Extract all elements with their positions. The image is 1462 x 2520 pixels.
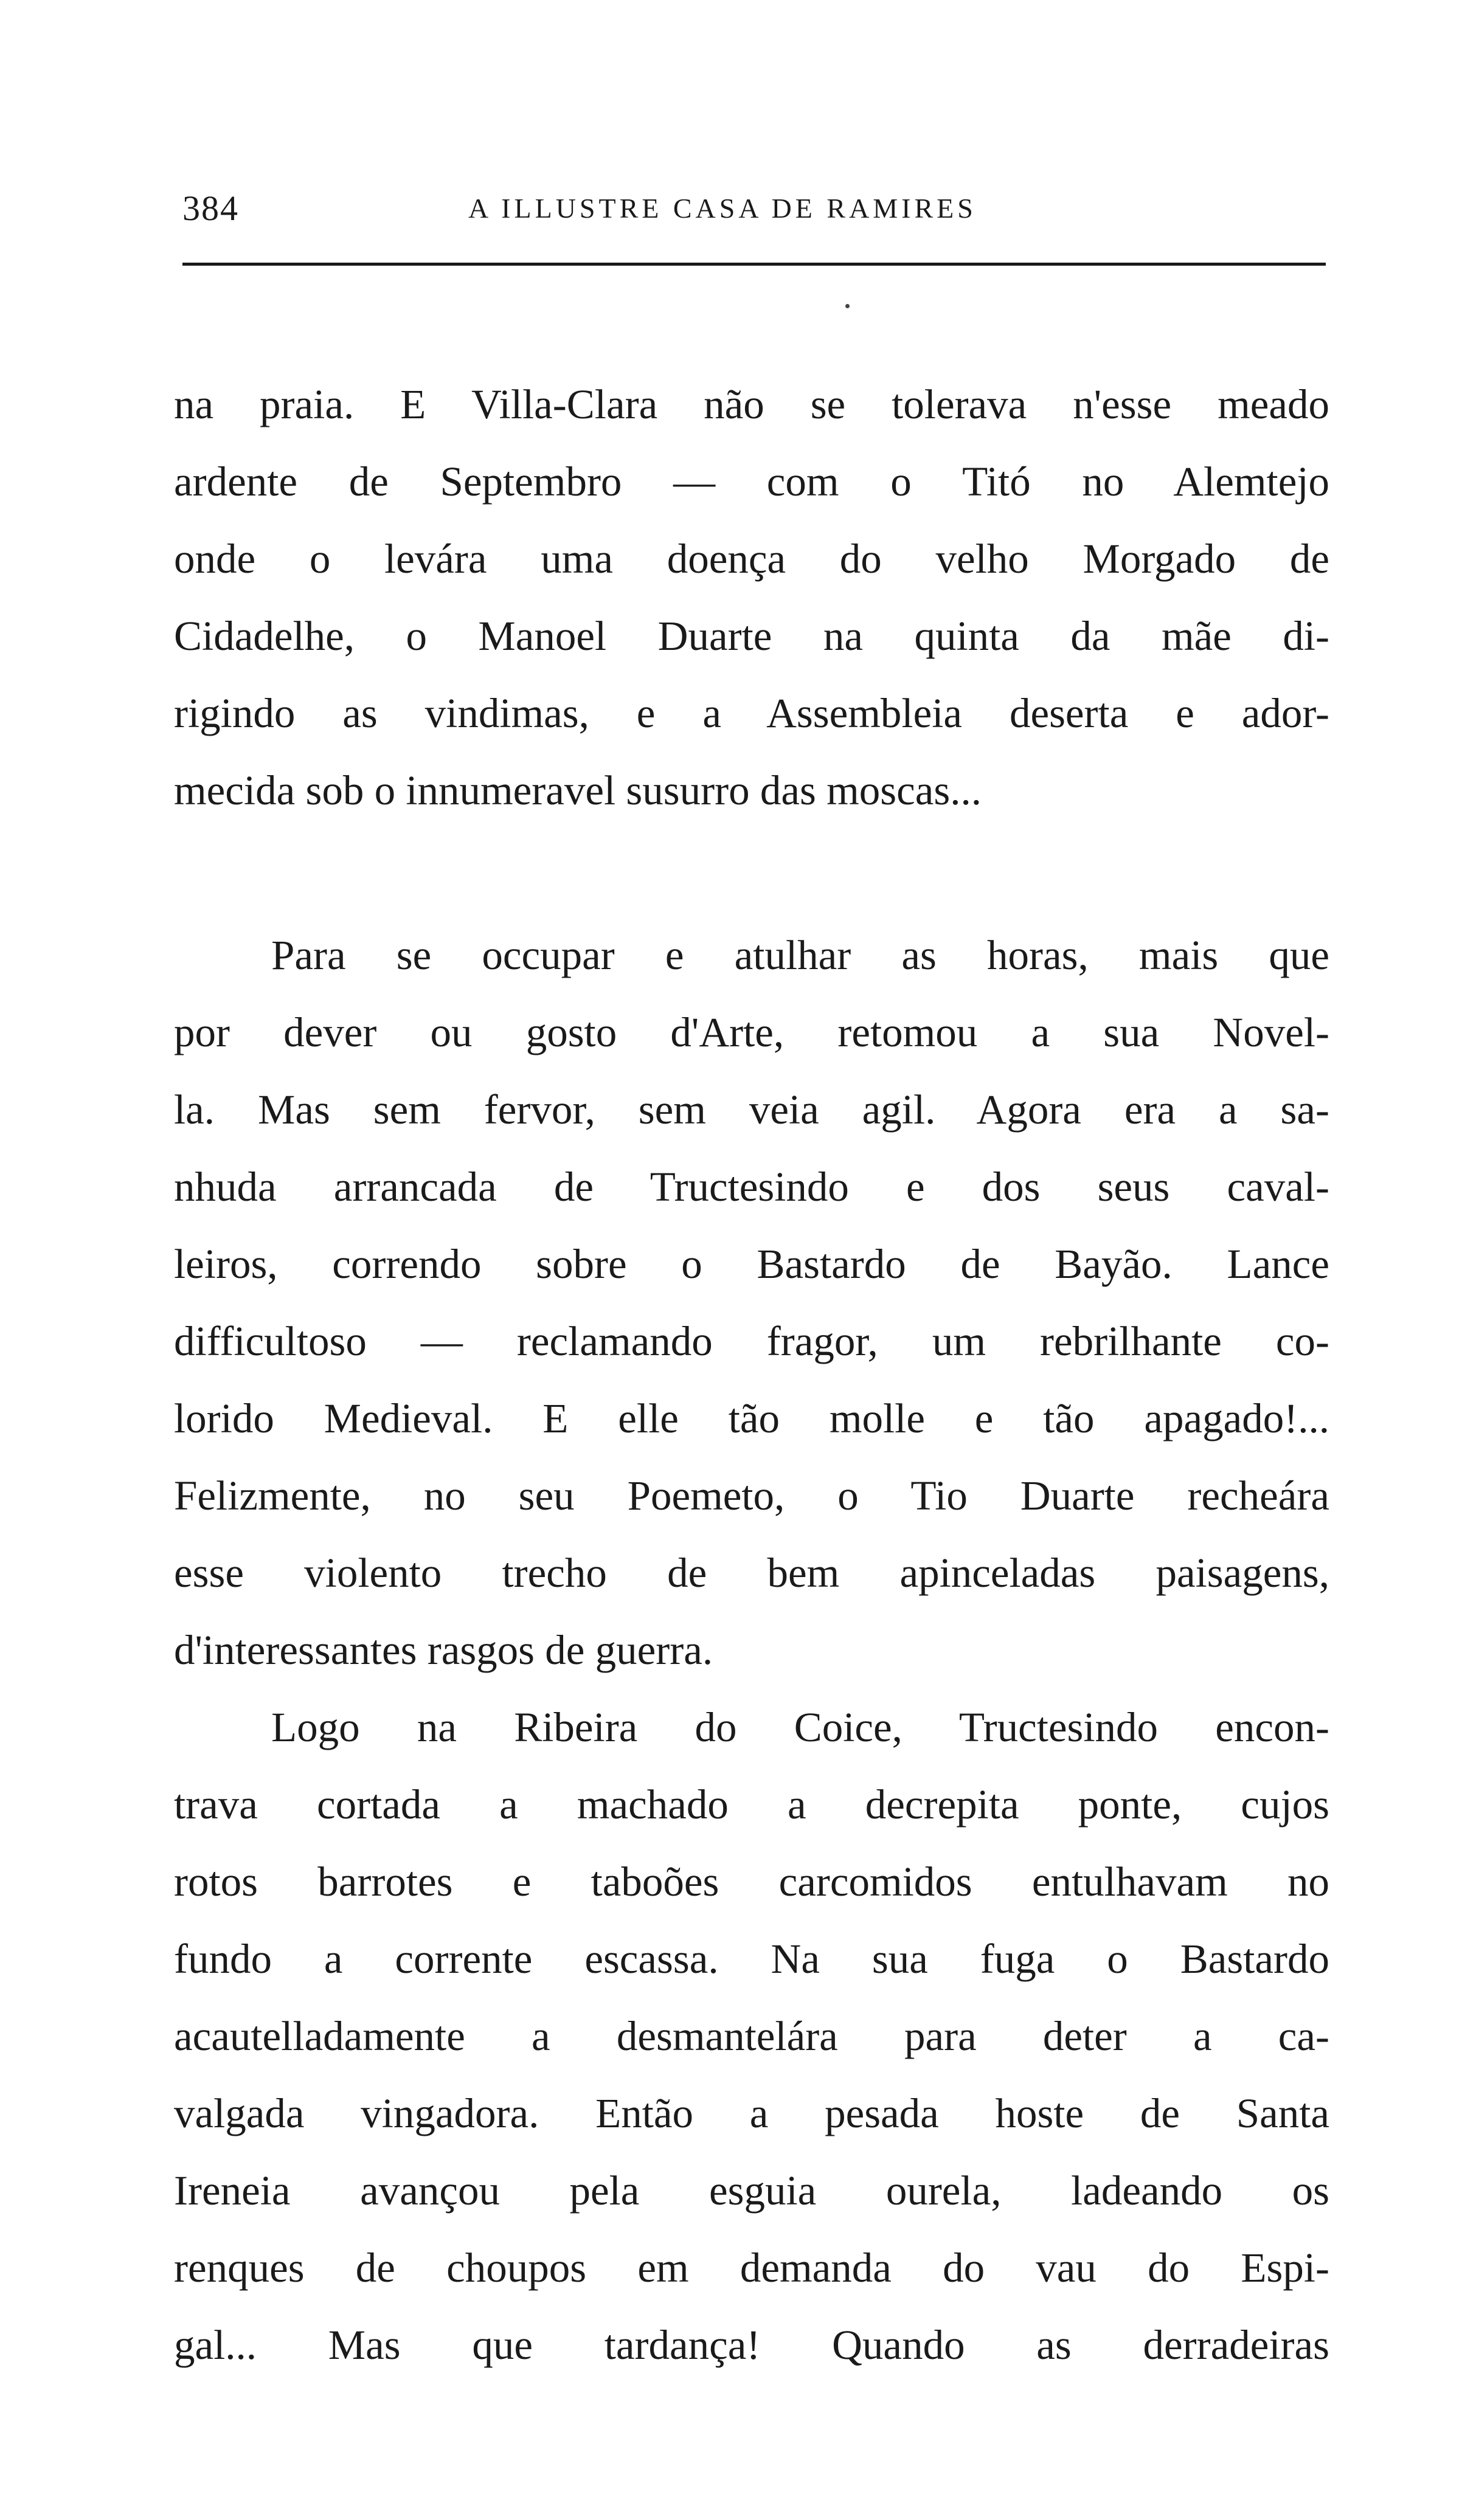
paragraph (174, 1689, 1329, 2384)
header-rule (182, 263, 1326, 266)
running-head (182, 181, 1326, 236)
text-line: renques de choupos em demanda do vau do Espi- (174, 2245, 1329, 2291)
text-line: trava cortada a machado a decrepita ponte, cujos (174, 1781, 1329, 1828)
text-line: fundo a corrente escassa. Na sua fuga o Bastardo (174, 1936, 1329, 1982)
text-line: Logo na Ribeira do Coice, Tructesindo encon- (271, 1704, 1329, 1750)
text-line: la. Mas sem fervor, sem veia agil. Agora era a sa- (174, 1086, 1329, 1133)
text-line: lorido Medieval. E elle tão molle e tão apagado!... (174, 1395, 1329, 1441)
text-line: Ireneia avançou pela esguia ourela, ladeando os (174, 2167, 1329, 2214)
text-line: acautelladamente a desmantelára para deter a ca- (174, 2013, 1329, 2059)
page-number: 384 (182, 188, 239, 228)
text-line: rotos barrotes e taboões carcomidos entulhavam no (174, 1859, 1329, 1905)
text-line: gal... Mas que tardança! Quando as derradeiras (174, 2322, 1329, 2368)
text-line: difficultoso — reclamando fragor, um rebrilhante co- (174, 1318, 1329, 1364)
text-line: por dever ou gosto d'Arte, retomou a sua Novel- (174, 1009, 1329, 1055)
text-line: d'interessantes rasgos de guerra. (174, 1627, 713, 1673)
text-line: Para se occupar e atulhar as horas, mais que (271, 932, 1329, 978)
paragraph-continued (174, 366, 1329, 829)
text-line: valgada vingadora. Então a pesada hoste de Santa (174, 2090, 1329, 2136)
text-line: Felizmente, no seu Poemeto, o Tio Duarte recheára (174, 1472, 1329, 1519)
paragraph (174, 917, 1329, 1689)
text-line: mecida sob o innumeravel susurro das moscas... (174, 767, 982, 813)
text-line: ardente de Septembro — com o Titó no Alemtejo (174, 458, 1329, 505)
text-line: esse violento trecho de bem apinceladas paisagens, (174, 1550, 1329, 1596)
running-title: A ILLUSTRE CASA DE RAMIRES (468, 193, 977, 224)
print-speck (845, 304, 850, 308)
paragraphs-main (174, 917, 1329, 2384)
text-line: Cidadelhe, o Manoel Duarte na quinta da mãe di- (174, 613, 1329, 659)
text-line: leiros, correndo sobre o Bastardo de Bayão. Lance (174, 1241, 1329, 1287)
text-line: onde o levára uma doença do velho Morgado de (174, 536, 1329, 582)
text-line: rigindo as vindimas, e a Assembleia deserta e ador- (174, 690, 1329, 736)
text-line: nhuda arrancada de Tructesindo e dos seus caval- (174, 1164, 1329, 1210)
text-line: na praia. E Villa-Clara não se tolerava n'esse meado (174, 381, 1329, 427)
